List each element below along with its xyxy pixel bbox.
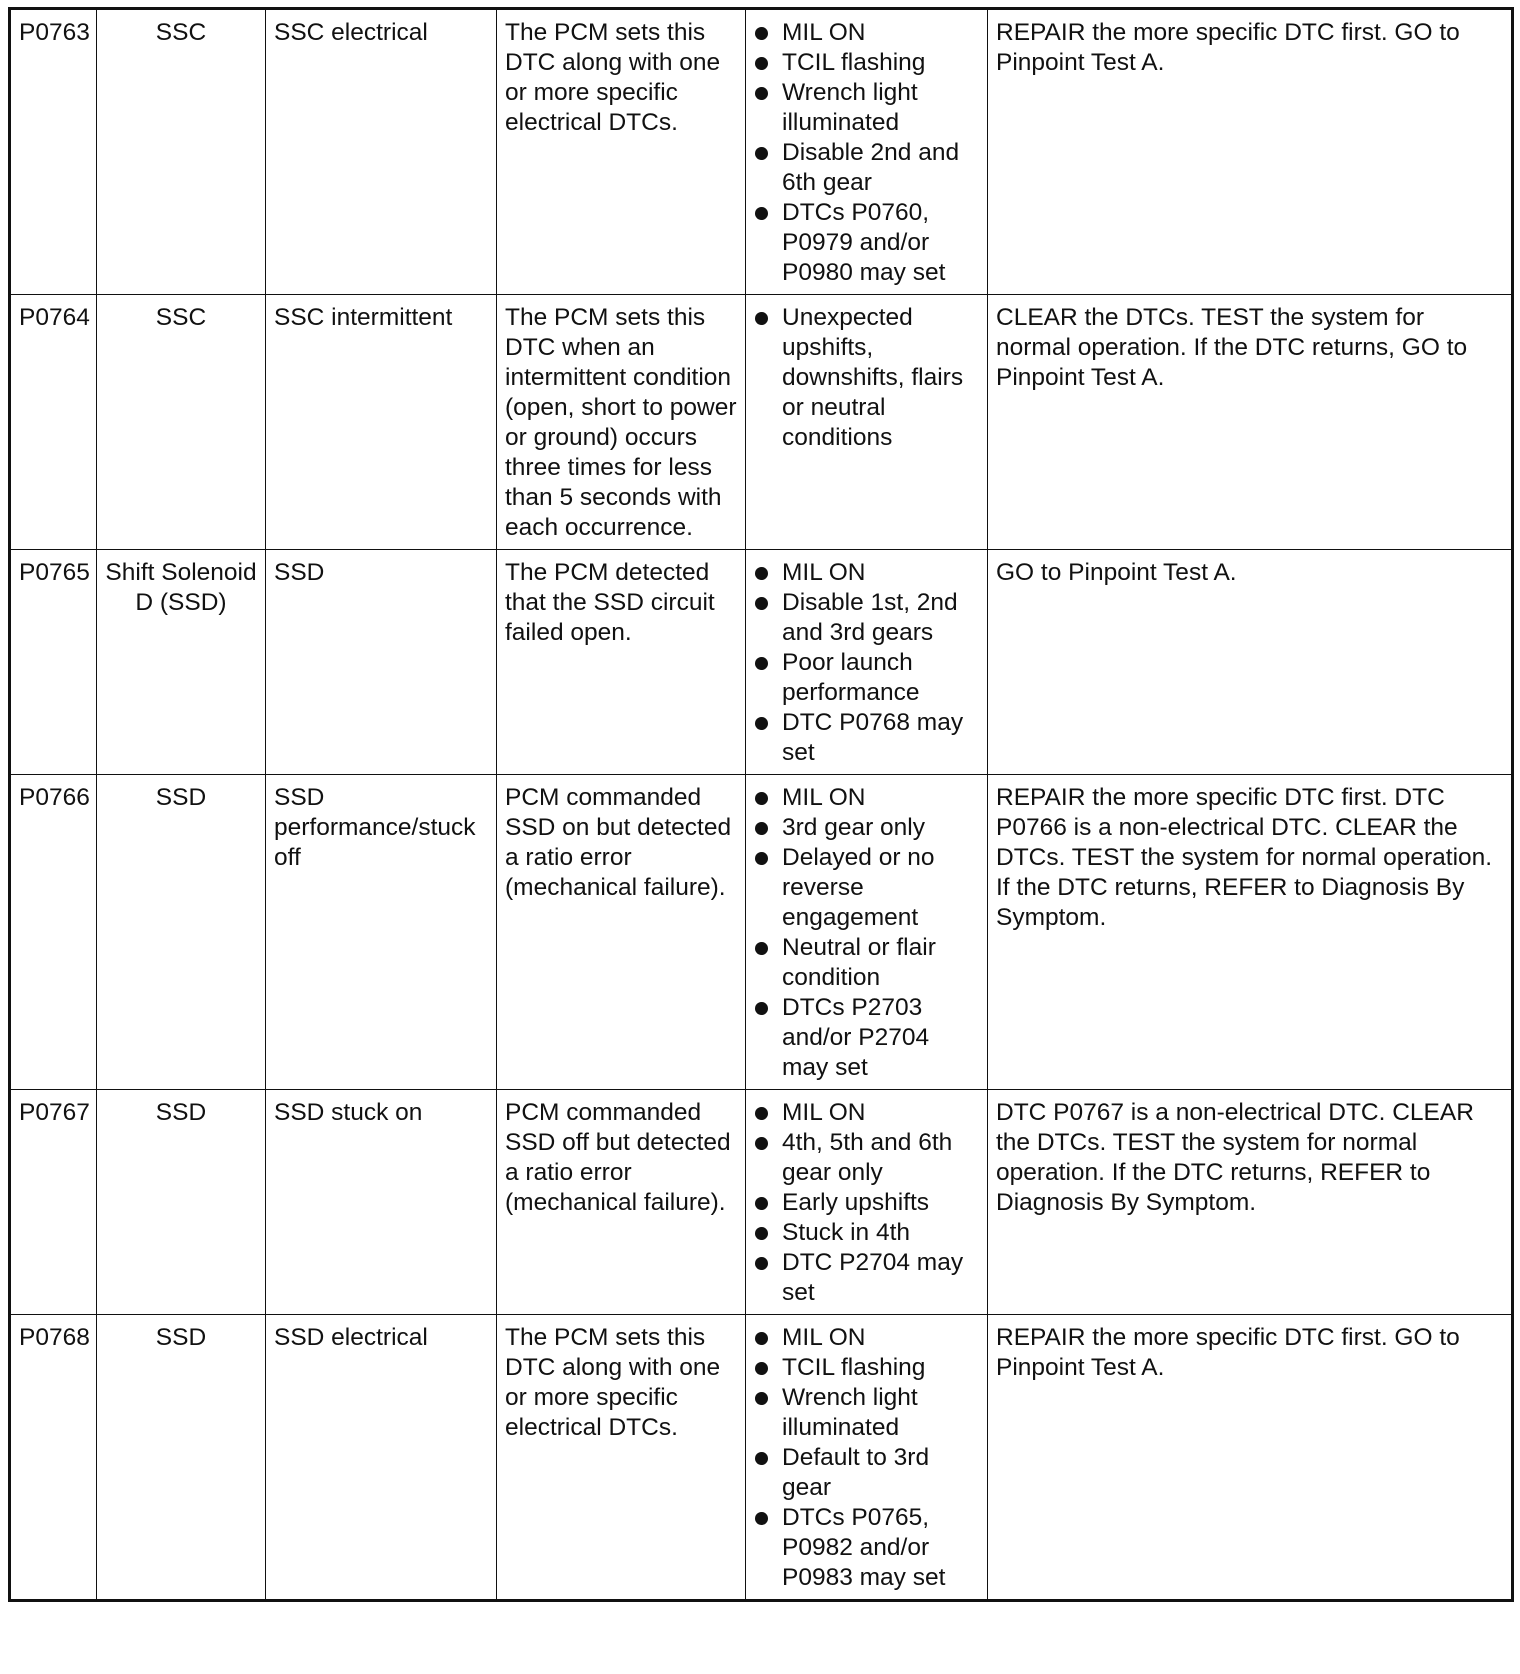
dtc-code-cell: P0765 — [10, 550, 97, 775]
condition-cell: The PCM sets this DTC when an intermittent condition (open, short to power or ground) occurs three times for less than 5 seconds with each occurrence. — [497, 295, 746, 550]
condition-cell: The PCM sets this DTC along with one or more specific electrical DTCs. — [497, 1315, 746, 1601]
description-cell: SSC intermittent — [266, 295, 497, 550]
symptoms-cell — [746, 775, 988, 1090]
symptom-item: 4th, 5th and 6th gear only — [782, 1128, 979, 1188]
symptoms-cell — [746, 295, 988, 550]
description-cell: SSD performance/stuck off — [266, 775, 497, 1090]
symptoms-cell — [746, 9, 988, 295]
symptom-item: DTCs P0760, P0979 and/or P0980 may set — [782, 198, 979, 288]
symptom-item: Wrench light illuminated — [782, 78, 979, 138]
action-cell: REPAIR the more specific DTC first. DTC P0766 is a non-electrical DTC. CLEAR the DTCs. TEST the system for normal operation. If the DTC returns, REFER to Diagnosis By Symptom. — [988, 775, 1513, 1090]
symptoms-list — [754, 303, 979, 453]
condition-cell: PCM commanded SSD off but detected a ratio error (mechanical failure). — [497, 1090, 746, 1315]
symptom-item: Early upshifts — [782, 1188, 979, 1218]
dtc-code-cell: P0768 — [10, 1315, 97, 1601]
symptom-item: Default to 3rd gear — [782, 1443, 979, 1503]
symptom-item: MIL ON — [782, 1098, 979, 1128]
symptom-item: DTC P2704 may set — [782, 1248, 979, 1308]
symptom-item: DTCs P2703 and/or P2704 may set — [782, 993, 979, 1083]
symptom-item: Disable 2nd and 6th gear — [782, 138, 979, 198]
symptom-item: MIL ON — [782, 1323, 979, 1353]
action-cell: REPAIR the more specific DTC first. GO to Pinpoint Test A. — [988, 1315, 1513, 1601]
table-row-p0765 — [10, 550, 1513, 775]
symptoms-cell — [746, 1315, 988, 1601]
dtc-code-cell: P0766 — [10, 775, 97, 1090]
component-cell: Shift Solenoid D (SSD) — [97, 550, 266, 775]
symptoms-list — [754, 1098, 979, 1308]
component-cell: SSC — [97, 9, 266, 295]
symptoms-cell — [746, 1090, 988, 1315]
symptom-item: TCIL flashing — [782, 48, 979, 78]
description-cell: SSC electrical — [266, 9, 497, 295]
symptoms-list — [754, 558, 979, 768]
symptom-item: Neutral or flair condition — [782, 933, 979, 993]
symptom-item: MIL ON — [782, 558, 979, 588]
symptom-item: Wrench light illuminated — [782, 1383, 979, 1443]
description-cell: SSD electrical — [266, 1315, 497, 1601]
symptom-item: DTC P0768 may set — [782, 708, 979, 768]
symptoms-list — [754, 783, 979, 1083]
table-row-p0768 — [10, 1315, 1513, 1601]
symptom-item: Delayed or no reverse engagement — [782, 843, 979, 933]
component-cell: SSD — [97, 1090, 266, 1315]
component-cell: SSD — [97, 775, 266, 1090]
condition-cell: The PCM detected that the SSD circuit failed open. — [497, 550, 746, 775]
action-cell: REPAIR the more specific DTC first. GO to Pinpoint Test A. — [988, 9, 1513, 295]
symptom-item: Unexpected upshifts, downshifts, flairs or neutral conditions — [782, 303, 979, 453]
symptom-item: 3rd gear only — [782, 813, 979, 843]
condition-cell: The PCM sets this DTC along with one or more specific electrical DTCs. — [497, 9, 746, 295]
description-cell: SSD stuck on — [266, 1090, 497, 1315]
symptoms-list — [754, 18, 979, 288]
component-cell: SSC — [97, 295, 266, 550]
table-row-p0764 — [10, 295, 1513, 550]
symptoms-list — [754, 1323, 979, 1593]
action-cell: GO to Pinpoint Test A. — [988, 550, 1513, 775]
symptom-item: MIL ON — [782, 18, 979, 48]
condition-cell: PCM commanded SSD on but detected a ratio error (mechanical failure). — [497, 775, 746, 1090]
component-cell: SSD — [97, 1315, 266, 1601]
dtc-table — [8, 7, 1514, 1602]
dtc-code-cell: P0767 — [10, 1090, 97, 1315]
dtc-code-cell: P0763 — [10, 9, 97, 295]
symptoms-cell — [746, 550, 988, 775]
dtc-code-cell: P0764 — [10, 295, 97, 550]
table-row-p0763 — [10, 9, 1513, 295]
symptom-item: TCIL flashing — [782, 1353, 979, 1383]
table-row-p0767 — [10, 1090, 1513, 1315]
table-row-p0766 — [10, 775, 1513, 1090]
description-cell: SSD — [266, 550, 497, 775]
symptom-item: DTCs P0765, P0982 and/or P0983 may set — [782, 1503, 979, 1593]
dtc-table-body — [10, 9, 1513, 1601]
symptom-item: MIL ON — [782, 783, 979, 813]
action-cell: CLEAR the DTCs. TEST the system for normal operation. If the DTC returns, GO to Pinpoint Test A. — [988, 295, 1513, 550]
action-cell: DTC P0767 is a non-electrical DTC. CLEAR the DTCs. TEST the system for normal operation. If the DTC returns, REFER to Diagnosis By Symptom. — [988, 1090, 1513, 1315]
symptom-item: Poor launch performance — [782, 648, 979, 708]
symptom-item: Stuck in 4th — [782, 1218, 979, 1248]
symptom-item: Disable 1st, 2nd and 3rd gears — [782, 588, 979, 648]
